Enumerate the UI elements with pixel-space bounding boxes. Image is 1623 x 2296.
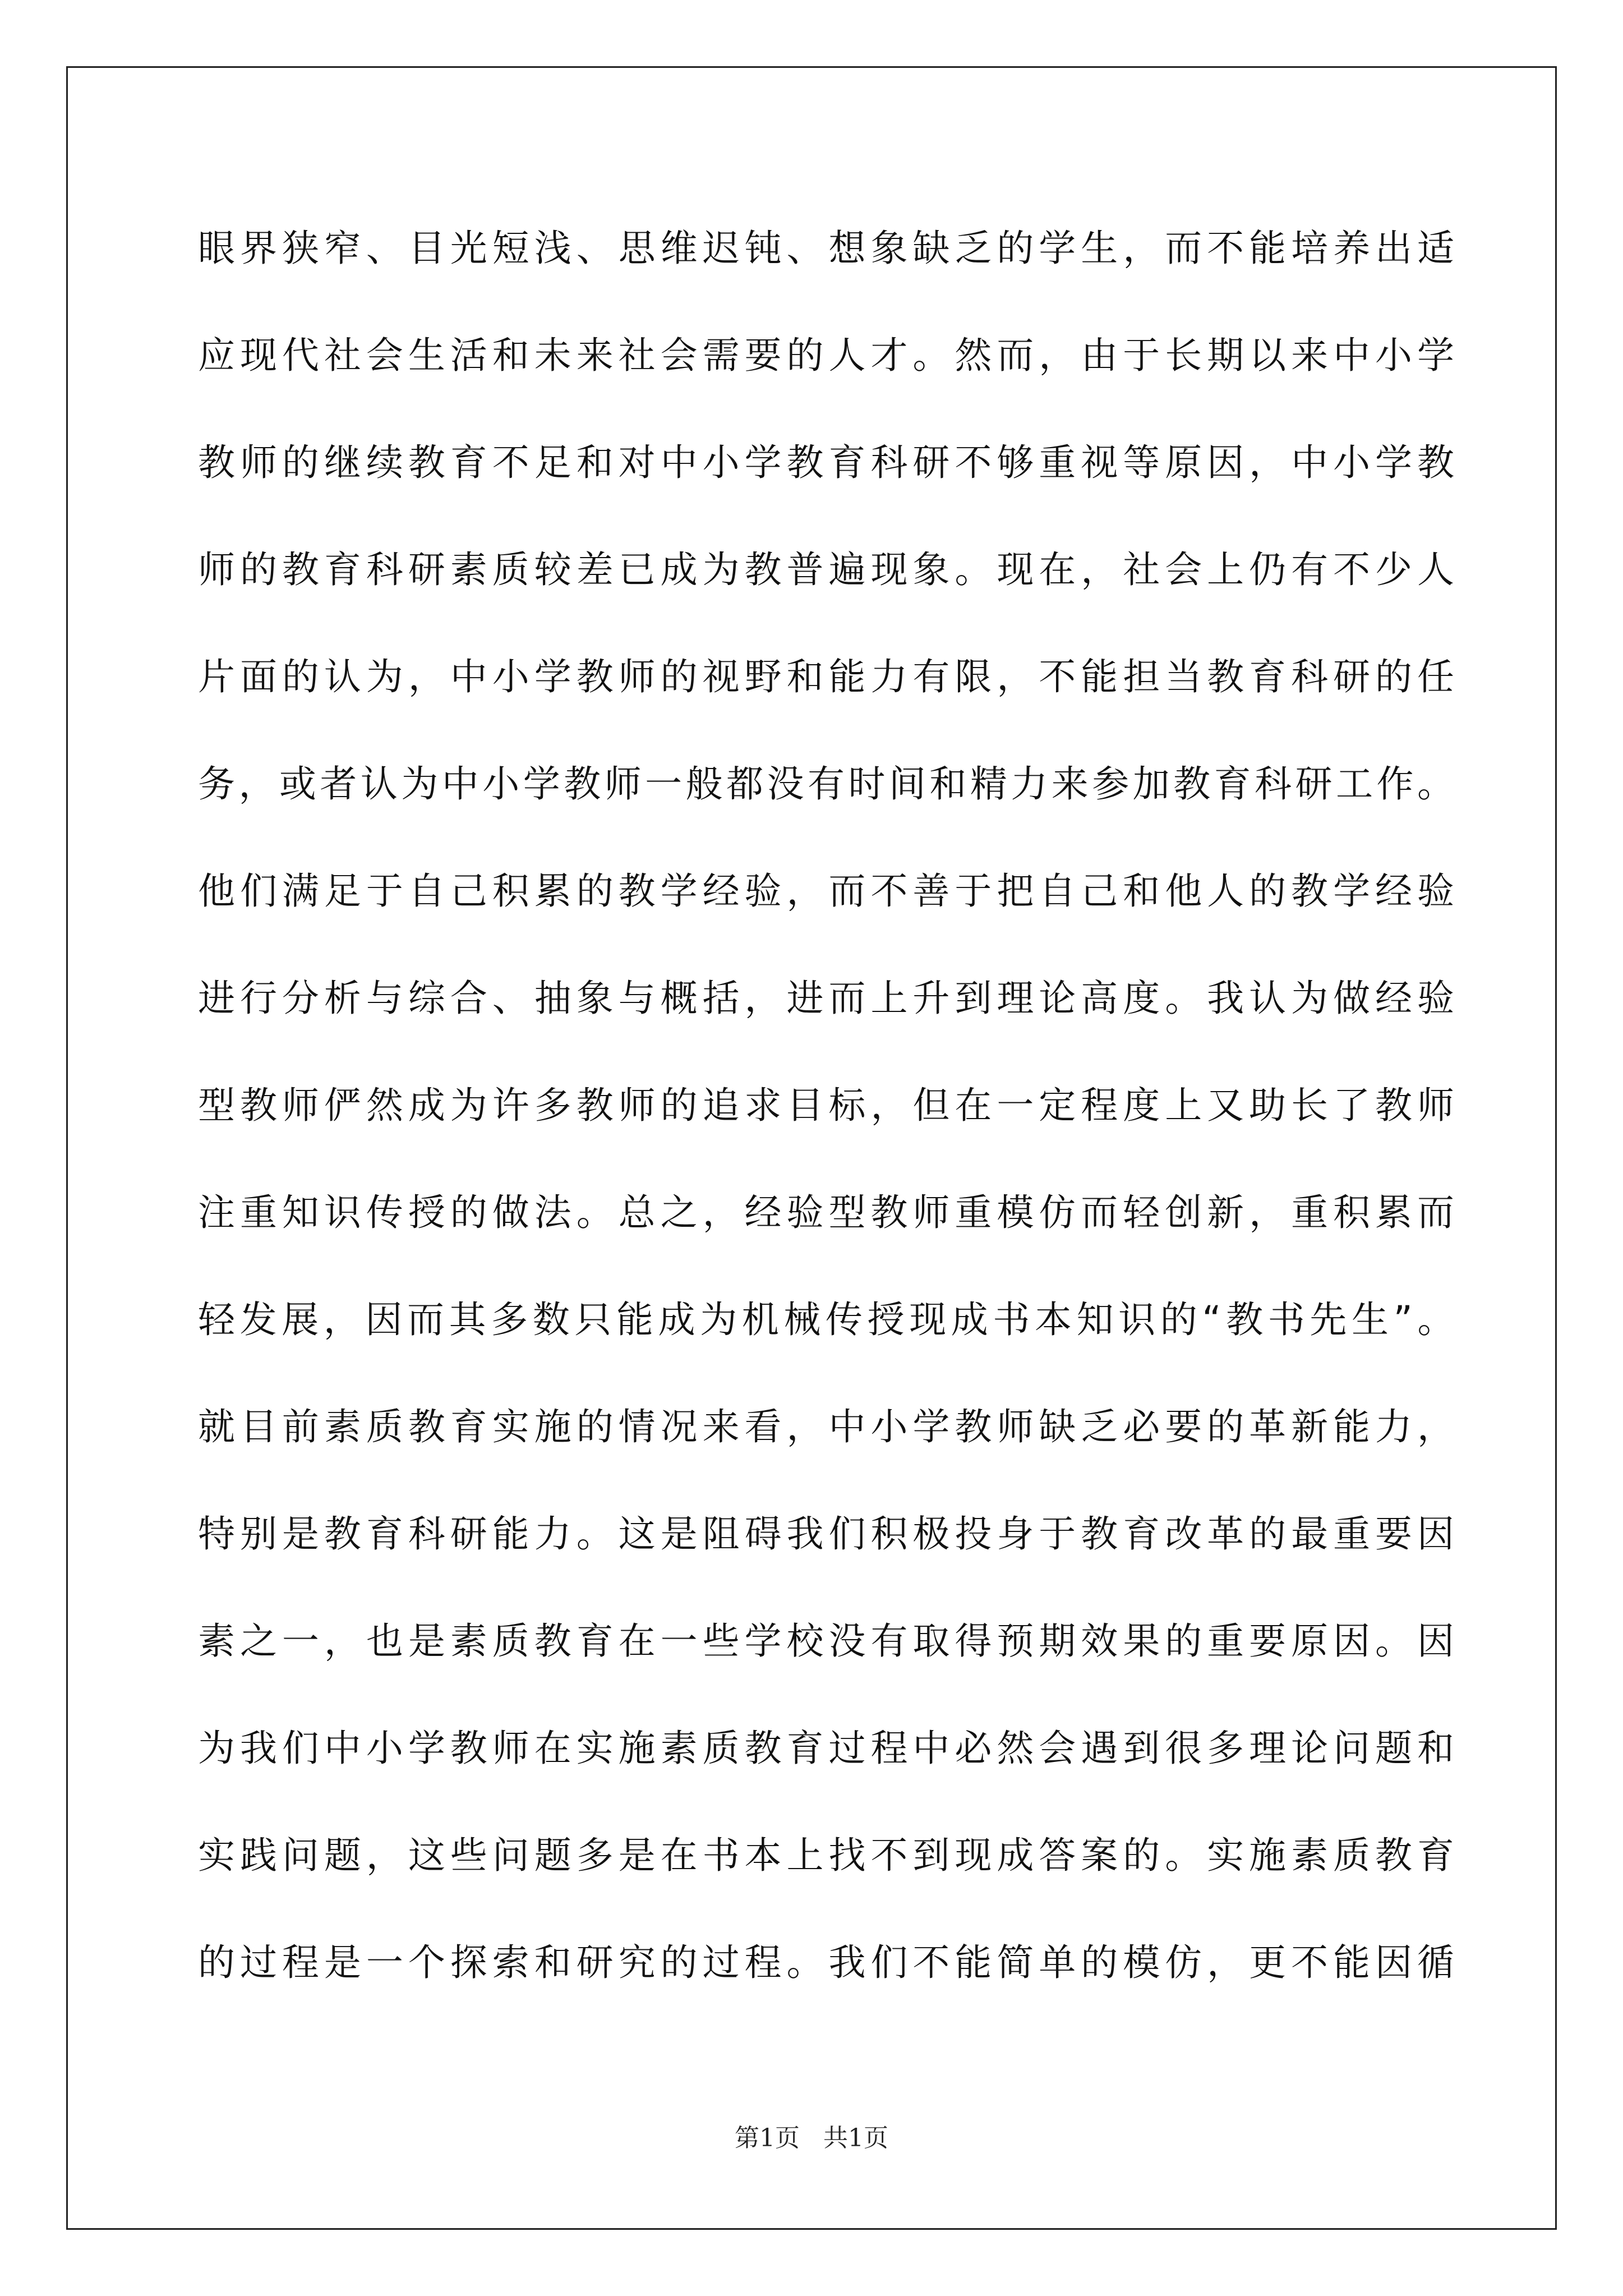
text-line: 轻发展，因而其多数只能成为机械传授现成书本知识的“教书先生”。	[198, 1298, 1459, 1341]
text-line: 进行分析与综合、抽象与概括，进而上升到理论高度。我认为做经验	[198, 977, 1459, 1020]
text-line: 眼界狭窄、目光短浅、思维迟钝、想象缺乏的学生，而不能培养出适	[198, 227, 1459, 270]
document-body	[198, 212, 1459, 2033]
text-line: 教师的继续教育不足和对中小学教育科研不够重视等原因，中小学教	[198, 441, 1459, 484]
text-line: 为我们中小学教师在实施素质教育过程中必然会遇到很多理论问题和	[198, 1727, 1459, 1770]
text-line: 的过程是一个探索和研究的过程。我们不能简单的模仿，更不能因循	[198, 1941, 1459, 1984]
text-line: 应现代社会生活和未来社会需要的人才。然而，由于长期以来中小学	[198, 334, 1459, 377]
text-line: 实践问题，这些问题多是在书本上找不到现成答案的。实施素质教育	[198, 1834, 1459, 1877]
text-line: 注重知识传授的做法。总之，经验型教师重模仿而轻创新，重积累而	[198, 1191, 1459, 1234]
text-line: 师的教育科研素质较差已成为教普遍现象。现在，社会上仍有不少人	[198, 548, 1459, 591]
text-line: 片面的认为，中小学教师的视野和能力有限，不能担当教育科研的任	[198, 655, 1459, 698]
text-line: 特别是教育科研能力。这是阻碍我们积极投身于教育改革的最重要因	[198, 1512, 1459, 1556]
text-line: 就目前素质教育实施的情况来看，中小学教师缺乏必要的革新能力，	[198, 1405, 1459, 1448]
text-line: 素之一，也是素质教育在一些学校没有取得预期效果的重要原因。因	[198, 1619, 1459, 1663]
text-line: 务，或者认为中小学教师一般都没有时间和精力来参加教育科研工作。	[198, 762, 1458, 806]
page-footer: 第1页 共1页	[735, 2124, 888, 2152]
text-line: 型教师俨然成为许多教师的追求目标，但在一定程度上又助长了教师	[198, 1084, 1459, 1127]
text-line: 他们满足于自己积累的教学经验，而不善于把自己和他人的教学经验	[198, 869, 1459, 913]
